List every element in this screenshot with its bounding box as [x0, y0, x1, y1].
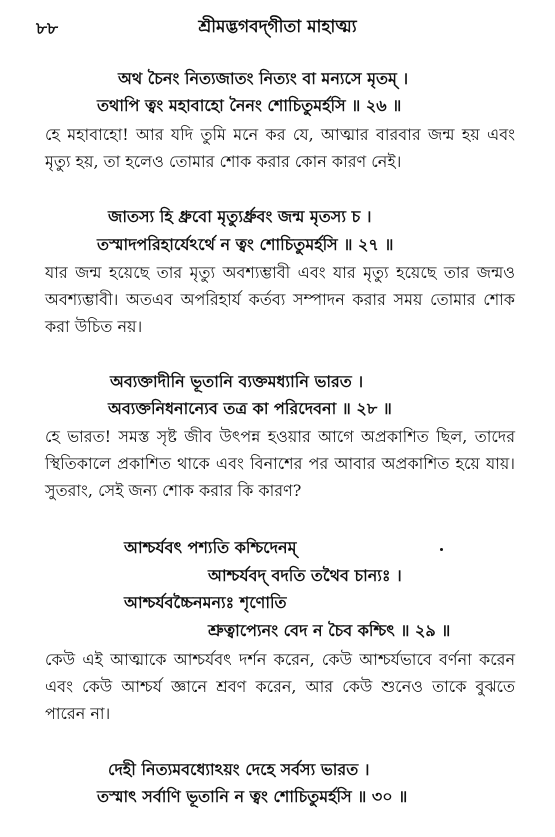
translation-28-line-2: স্থিতিকালে প্রকাশিত থাকে এবং বিনাশের পর আবার অপ্রকাশিত হয়ে যায়। [45, 454, 515, 473]
running-title: শ্রীমদ্ভগবদ্‌গীতা মাহাত্ম্য [198, 17, 357, 37]
verse-26-line-1: অথ চৈনং নিত্যজাতং নিত্যং বা মন্যসে মৃতম্‌ । [118, 69, 409, 88]
translation-26-line-1: হে মহাবাহো! আর যদি তুমি মনে কর যে, আত্মার বারবার জন্ম হয় এবং [45, 125, 515, 144]
translation-28-line-1: হে ভারত! সমস্ত সৃষ্ট জীব উৎপন্ন হওয়ার আগে অপ্রকাশিত ছিল, তাদের [45, 427, 515, 446]
translation-27-line-1: যার জন্ম হয়েছে তার মৃত্যু অবশ্যম্ভাবী এবং যার মৃত্যু হয়েছে তার জন্মও [45, 263, 515, 282]
verse-28-line-2: অব্যক্তনিধনান্যেব তত্র কা পরিদেবনা ॥ ২৮ ॥ [108, 399, 392, 418]
translation-28-line-3: সুতরাং, সেই জন্য শোক করার কি কারণ? [45, 481, 302, 500]
translation-26-line-2: মৃত্যু হয়, তা হলেও তোমার শোক করার কোন কারণ নেই। [45, 152, 402, 171]
verse-26-line-2: তথাপি ত্বং মহাবাহো নৈনং শোচিতুমর্হসি ॥ ২৬ ॥ [97, 96, 402, 115]
translation-27-line-3: করা উচিত নয়। [45, 317, 143, 336]
print-speck [440, 548, 443, 551]
verse-29-line-2: আশ্চর্যবদ্‌ বদতি তথৈব চান্যঃ । [208, 566, 402, 585]
translation-29-line-3: পারেন না। [45, 704, 111, 723]
verse-29-line-3: আশ্চর্যবচ্চৈনমন্যঃ শৃণোতি [124, 593, 287, 612]
verse-29-line-4: শ্রুত্বাপ্যেনং বেদ ন চৈব কশ্চিৎ ॥ ২৯ ॥ [208, 621, 451, 640]
verse-30-line-1: দেহী নিত্যমবধ্যোঽয়ং দেহে সর্বস্য ভারত । [108, 760, 370, 779]
page-header [36, 14, 519, 42]
page-number: ৮৮ [36, 19, 59, 39]
verse-29-line-1: আশ্চর্যবৎ পশ্যতি কশ্চিদেনম্‌ [124, 538, 297, 557]
translation-29-line-2: এবং কেউ আশ্চর্য জ্ঞানে শ্রবণ করেন, আর কেউ শুনেও তাকে বুঝতে [45, 677, 515, 696]
translation-29-line-1: কেউ এই আত্মাকে আশ্চর্যবৎ দর্শন করেন, কেউ আশ্চর্যভাবে বর্ণনা করেন [45, 650, 515, 669]
verse-27-line-1: জাতস্য হি ধ্রুবো মৃত্যুর্ধ্রুবং জন্ম মৃতস্য চ । [108, 207, 372, 226]
verse-27-line-2: তস্মাদপরিহার্যেঽর্থে ন ত্বং শোচিতুমর্হসি ॥ ২৭ ॥ [97, 235, 394, 254]
verse-30-line-2: তস্মাৎ সর্বাণি ভূতানি ন ত্বং শোচিতুমর্হসি ॥ ৩০ ॥ [97, 787, 408, 806]
verse-28-line-1: অব্যক্তাদীনি ভূতানি ব্যক্তমধ্যানি ভারত । [110, 372, 364, 391]
translation-27-line-2: অবশ্যম্ভাবী। অতএব অপরিহার্য কর্তব্য সম্পাদন করার সময় তোমার শোক [45, 290, 515, 309]
